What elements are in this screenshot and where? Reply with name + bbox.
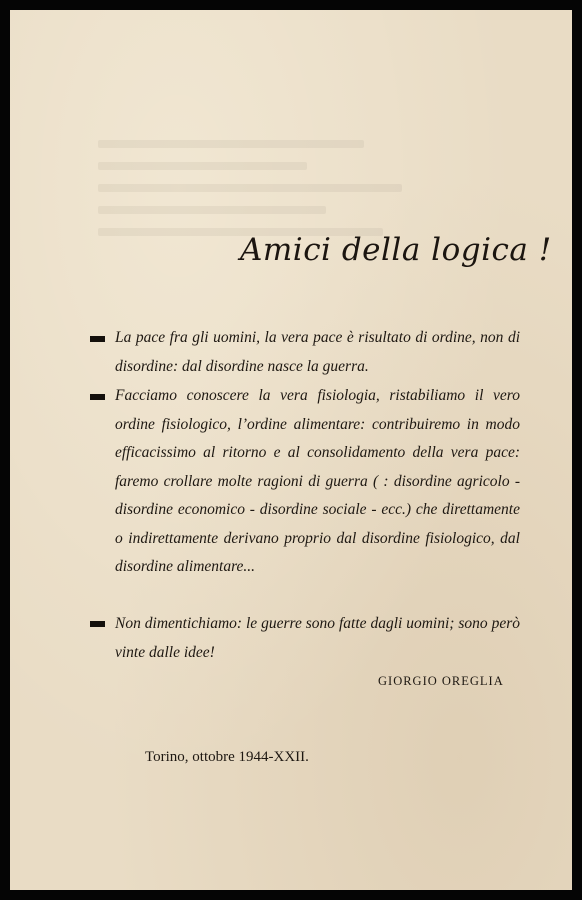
show-through-line [98,140,364,148]
bullet-marker [90,621,105,627]
show-through-line [98,206,326,214]
bullet-marker [90,394,105,400]
paragraph-physiology: Facciamo conoscere la vera fisiologia, ristabiliamo il vero ordine fisiologico, l’ordine alimentare: contribuiremo in modo efficacissimo al ritorno e al consolidamento della vera pace: faremo crollare molte ragioni di guerra ( : disordine agricolo - disordine economico - disordine sociale - ecc.) che direttamente o indirettamente derivano proprio dal disordine fisiologico, dal disordine alimentare... [115,387,520,575]
place-date: Torino, ottobre 1944-XXII. [145,749,309,765]
bullet-marker [90,336,105,342]
author-signature: GIORGIO OREGLIA [378,674,504,688]
paragraph-ideas: Non dimentichiamo: le guerre sono fatte dagli uomini; sono però vinte dalle idee! [115,615,520,661]
document-page [10,10,572,890]
page-title: Amici della logica ! [240,232,552,268]
paragraph-peace: La pace fra gli uomini, la vera pace è risultato di ordine, non di disordine: dal disordine nasce la guerra. [115,329,520,375]
show-through-line [98,162,307,170]
show-through-line [98,184,402,192]
